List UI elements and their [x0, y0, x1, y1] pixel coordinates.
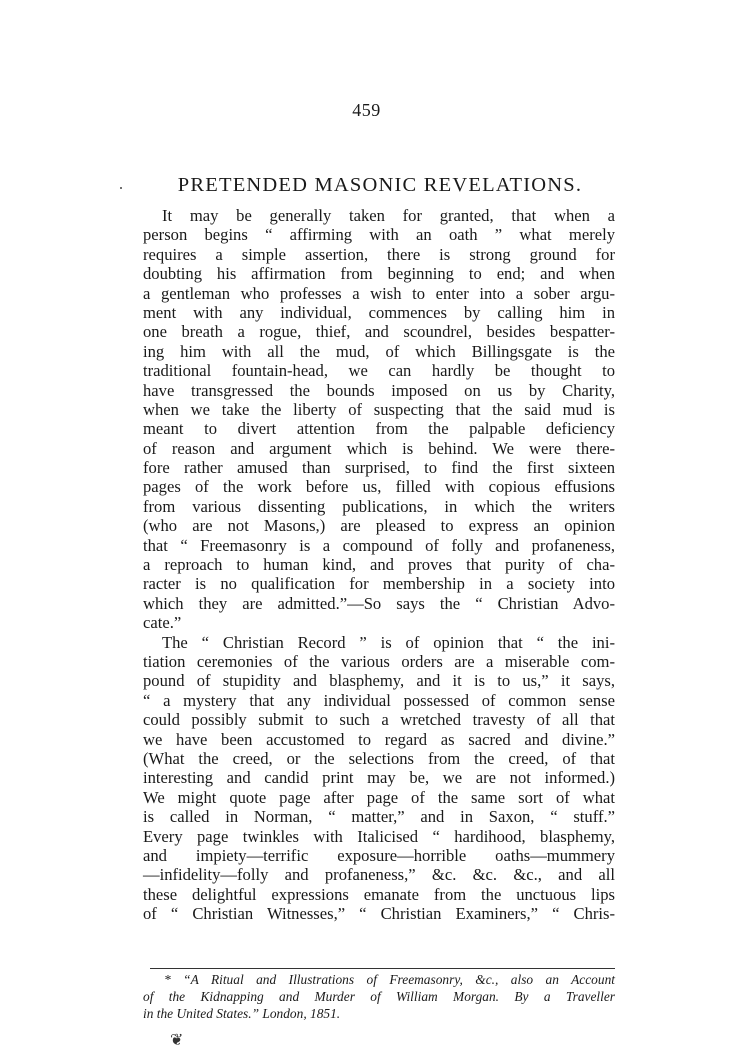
body-line: tiation ceremonies of the various orders are a miserable com- — [143, 651, 615, 671]
body-line: one breath a rogue, thief, and scoundrel, besides bespatter- — [143, 322, 615, 342]
body-line: pages of the work before us, filled with copious effusions — [143, 477, 615, 497]
body-line: ment with any individual, commences by calling him in — [143, 302, 615, 322]
body-text — [143, 206, 615, 923]
body-line: racter is no qualification for membership in a society into — [143, 574, 615, 594]
page-number: 459 — [352, 100, 381, 120]
body-line: which they are admitted.”—So says the “ Christian Advo- — [143, 593, 615, 613]
body-line: (What the creed, or the selections from the creed, of that — [143, 748, 615, 768]
body-line: that “ Freemasonry is a compound of folly and profaneness, — [143, 535, 615, 555]
body-line: (who are not Masons,) are pleased to express an opinion — [143, 516, 615, 536]
body-line: fore rather amused than surprised, to find the first sixteen — [143, 458, 615, 478]
body-line: we have been accustomed to regard as sacred and divine.” — [143, 729, 615, 749]
body-line: requires a simple assertion, there is strong ground for — [143, 244, 615, 264]
body-line: person begins “ affirming with an oath ” what merely — [143, 225, 615, 245]
body-line: meant to divert attention from the palpable deficiency — [143, 419, 615, 439]
footnote — [143, 971, 615, 1022]
body-line: cate.” — [143, 613, 182, 633]
body-line: The “ Christian Record ” is of opinion that “ the ini- — [162, 632, 615, 652]
body-line: ing him with all the mud, of which Billingsgate is the — [143, 341, 615, 361]
body-line: traditional fountain-head, we can hardly be thought to — [143, 361, 615, 381]
body-line: a reproach to human kind, and proves that purity of cha- — [143, 555, 615, 575]
body-line: and impiety—terrific exposure—horrible oaths—mummery — [143, 845, 615, 865]
body-line: “ a mystery that any individual possessed of common sense — [143, 690, 615, 710]
body-line: pound of stupidity and blasphemy, and it is to us,” it says, — [143, 671, 615, 691]
footnote-line: * “A Ritual and Illustrations of Freemasonry, &c., also an Account — [164, 972, 615, 987]
body-line: of reason and argument which is behind. We were there- — [143, 438, 615, 458]
body-line: —infidelity—folly and profaneness,” &c. &c. &c., and all — [143, 865, 615, 885]
body-line: these delightful expressions emanate from the unctuous lips — [143, 884, 615, 904]
body-line: when we take the liberty of suspecting that the said mud is — [143, 399, 615, 419]
body-line: is called in Norman, “ matter,” and in Saxon, “ stuff.” — [143, 807, 615, 827]
stray-dot — [120, 187, 122, 189]
body-line: We might quote page after page of the same sort of what — [143, 787, 615, 807]
body-line: from various dissenting publications, in which the writers — [143, 496, 615, 516]
body-line: interesting and candid print may be, we are not informed.) — [143, 768, 615, 788]
footnote-line: in the United States.” London, 1851. — [143, 1006, 341, 1021]
body-line: of “ Christian Witnesses,” “ Christian Examiners,” “ Chris- — [143, 904, 615, 924]
body-line: It may be generally taken for granted, that when a — [162, 206, 615, 225]
body-line: Every page twinkles with Italicised “ hardihood, blasphemy, — [143, 826, 615, 846]
body-line: doubting his affirmation from beginning to end; and when — [143, 264, 615, 284]
chapter-title: PRETENDED MASONIC REVELATIONS. — [177, 174, 583, 196]
body-line: have transgressed the bounds imposed on us by Charity, — [143, 380, 615, 400]
body-line: could possibly submit to such a wretched travesty of all that — [143, 710, 615, 730]
body-line: a gentleman who professes a wish to enter into a sober argu- — [143, 283, 615, 303]
footnote-rule — [150, 968, 615, 969]
fleuron-icon: ❦ — [170, 1032, 184, 1049]
footnote-line: of the Kidnapping and Murder of William Morgan. By a Traveller — [143, 989, 615, 1004]
